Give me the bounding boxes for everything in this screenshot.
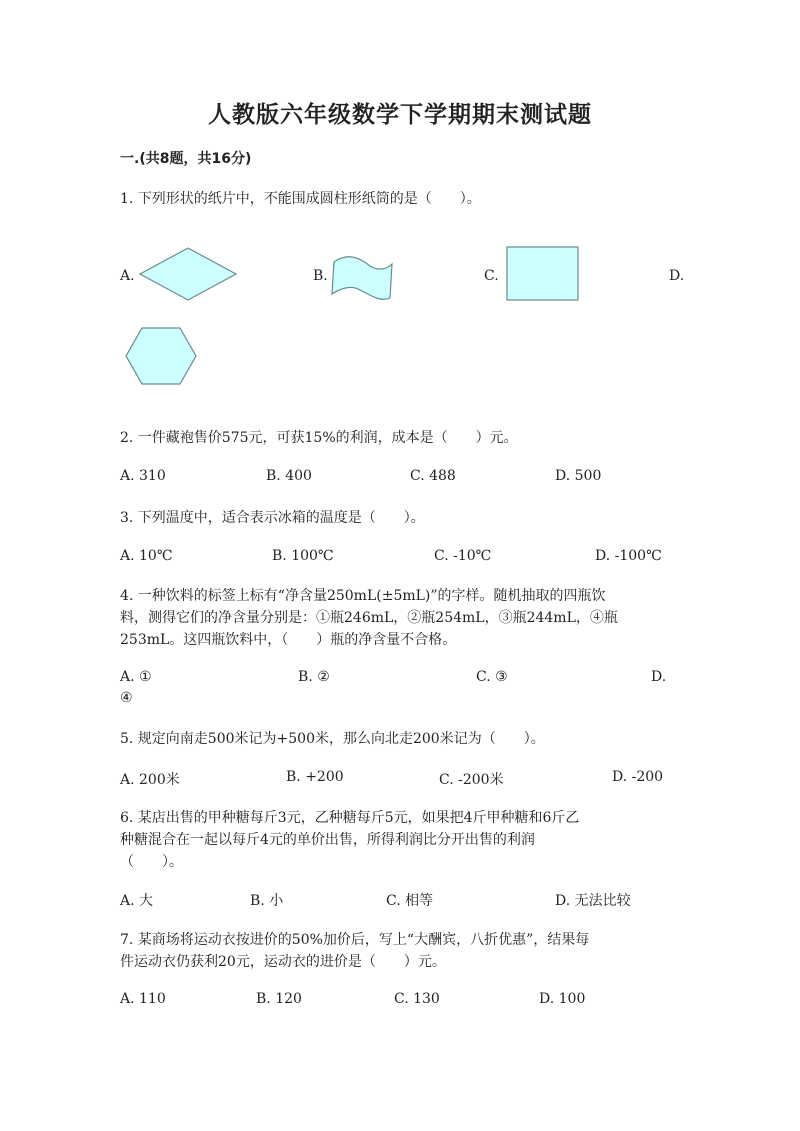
question-4-option-b[interactable]: B. ② — [298, 669, 330, 685]
question-2-option-c[interactable]: C. 488 — [410, 468, 456, 484]
question-6-option-b[interactable]: B. 小 — [250, 893, 284, 909]
question-5-text: 5. 规定向南走500米记为+500米，那么向北走200米记为（ ）。 — [120, 731, 545, 747]
question-7-line-1: 7. 某商场将运动衣按进价的50%加价后，写上“大酬宾，八折优惠”，结果每 — [120, 932, 590, 948]
question-3-text: 3. 下列温度中，适合表示冰箱的温度是（ ）。 — [120, 510, 425, 526]
question-3-option-d[interactable]: D. -100℃ — [595, 548, 662, 564]
question-7-option-b[interactable]: B. 120 — [256, 991, 302, 1007]
question-6-option-a[interactable]: A. 大 — [120, 893, 154, 909]
question-6-option-c[interactable]: C. 相等 — [386, 893, 434, 909]
question-4-line-2: 料，测得它们的净含量分别是：①瓶246mL，②瓶254mL，③瓶244mL，④瓶 — [120, 610, 618, 626]
question-1-option-a[interactable]: A. — [120, 268, 135, 284]
rhombus-shape — [138, 246, 238, 302]
question-5-option-b[interactable]: B. +200 — [286, 769, 344, 785]
question-2-text: 2. 一件藏袍售价575元，可获15%的利润，成本是（ ）元。 — [120, 430, 518, 446]
question-5-option-d[interactable]: D. -200 — [612, 769, 664, 785]
question-7-option-a[interactable]: A. 110 — [120, 991, 166, 1007]
question-5-option-c[interactable]: C. -200米 — [439, 772, 504, 788]
question-6-line-1: 6. 某店出售的甲种糖每斤3元，乙种糖每斤5元，如果把4斤甲种糖和6斤乙 — [120, 810, 580, 826]
question-6-line-2: 种糖混合在一起以每斤4元的单价出售，所得利润比分开出售的利润 — [120, 832, 535, 848]
question-3-option-c[interactable]: C. -10℃ — [434, 548, 492, 564]
question-1-text: 1. 下列形状的纸片中，不能围成圆柱形纸筒的是（ ）。 — [120, 191, 481, 207]
question-4-option-d[interactable]: D. — [651, 669, 667, 685]
rectangle-shape — [506, 246, 580, 302]
question-4-line-3: 253mL。这四瓶饮料中，（ ）瓶的净含量不合格。 — [120, 632, 457, 648]
question-2-option-b[interactable]: B. 400 — [266, 468, 312, 484]
section-heading: 一.(共8题，共16分) — [120, 151, 252, 167]
question-4-option-d-value[interactable]: ④ — [120, 690, 133, 706]
question-3-option-b[interactable]: B. 100℃ — [272, 548, 334, 564]
question-2-option-a[interactable]: A. 310 — [120, 468, 166, 484]
question-5-option-a[interactable]: A. 200米 — [120, 772, 180, 788]
question-6-line-3: （ ）。 — [120, 854, 183, 870]
question-4-line-1: 4. 一种饮料的标签上标有“净含量250mL(±5mL)”的字样。随机抽取的四瓶饮 — [120, 588, 606, 604]
page-title: 人教版六年级数学下学期期末测试题 — [208, 102, 592, 128]
question-4-option-a[interactable]: A. ① — [120, 669, 152, 685]
hexagon-shape — [124, 326, 200, 386]
question-1-option-c[interactable]: C. — [484, 268, 499, 284]
question-6-option-d[interactable]: D. 无法比较 — [555, 893, 631, 909]
question-1-option-b[interactable]: B. — [313, 268, 328, 284]
question-4-option-c[interactable]: C. ③ — [476, 669, 508, 685]
question-7-line-2: 件运动衣仍获利20元，运动衣的进价是（ ）元。 — [120, 954, 446, 970]
question-7-option-c[interactable]: C. 130 — [394, 991, 440, 1007]
question-1-option-d[interactable]: D. — [669, 268, 685, 284]
wavy-paper-shape — [330, 254, 396, 302]
question-7-option-d[interactable]: D. 100 — [539, 991, 586, 1007]
question-2-option-d[interactable]: D. 500 — [555, 468, 602, 484]
question-3-option-a[interactable]: A. 10℃ — [120, 548, 173, 564]
